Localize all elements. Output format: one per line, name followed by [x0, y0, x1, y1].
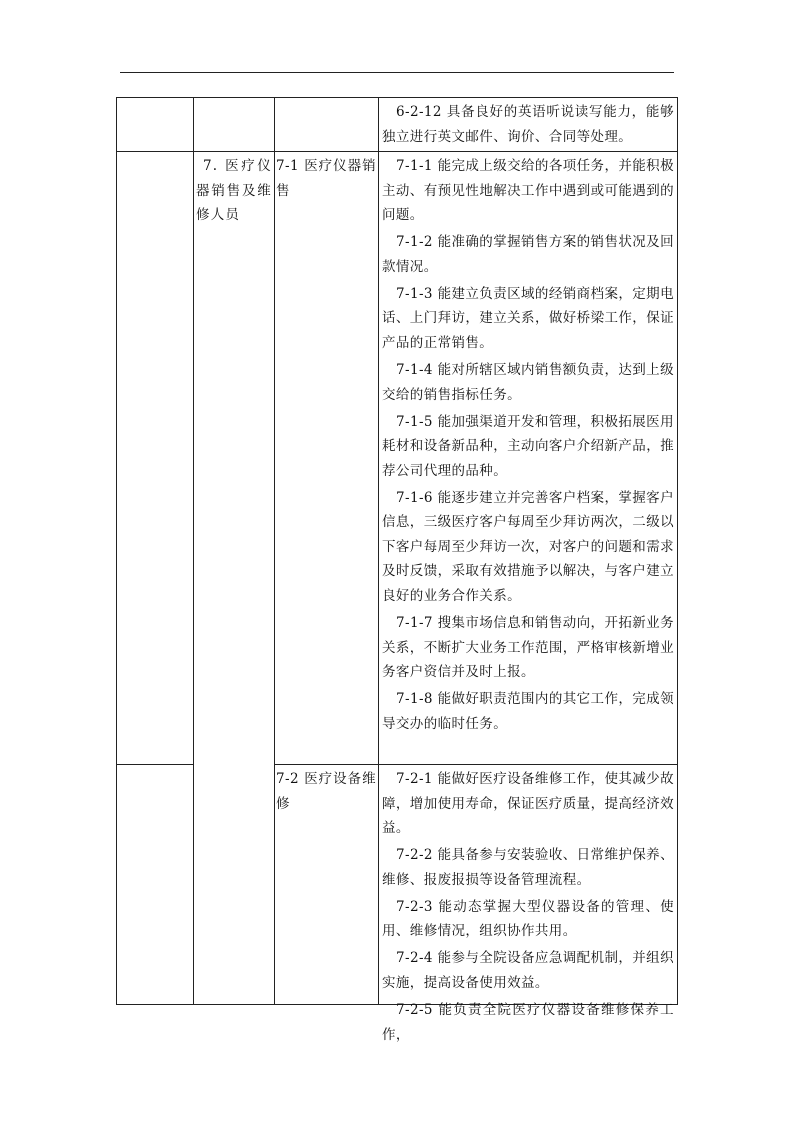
table-line	[116, 764, 193, 765]
role-cell	[196, 154, 272, 230]
ability-item: 7-1-7 搜集市场信息和销售动向，开拓新业务关系，不断扩大业务工作范围，严格审核新增业务客户资信并及时上报。	[382, 615, 674, 681]
ability-item: 7-2-3 能动态掌握大型仪器设备的管理、使用、维修情况，组织协作共用。	[382, 898, 674, 940]
sales-abilities-cell	[382, 154, 674, 739]
ability-item: 7-2-1 能做好医疗设备维修工作，使其减少故障，增加使用寿命，保证医疗质量，提高经济效益。	[382, 771, 674, 837]
ability-item: 7-1-3 能建立负责区域的经销商档案，定期电话、上门拜访，建立关系，做好桥梁工作，保证产品的正常销售。	[382, 285, 674, 351]
sub-role-repair-cell	[276, 767, 376, 819]
sub-role-sales-text: 7-1 医疗仪器销售	[276, 158, 376, 199]
ability-item: 7-1-1 能完成上级交给的各项任务，并能积极主动、有预见性地解决工作中遇到或可能遇到的问题。	[382, 158, 674, 224]
table-line	[274, 97, 275, 1005]
ability-item: 7-2-2 能具备参与安装验收、日常维护保养、维修、报废报损等设备管理流程。	[382, 847, 674, 888]
ability-item: 7-1-4 能对所辖区域内销售额负责，达到上级交给的销售指标任务。	[382, 361, 674, 403]
table-line	[378, 97, 379, 1005]
sub-role-sales-cell	[276, 154, 376, 206]
table-line	[274, 764, 678, 765]
repair-abilities-cell	[382, 767, 674, 1049]
role-text: 7. 医疗仪器销售及维修人员	[196, 158, 272, 224]
ability-cell-top	[382, 100, 674, 152]
ability-item: 7-1-6 能逐步建立并完善客户档案，掌握客户信息，三级医疗客户每周至少拜访两次，二级以下客户每周至少拜访一次，对客户的问题和需求及时反馈，采取有效措施予以解决，与客户建立良好的业务合作关系。	[382, 489, 674, 605]
sub-role-repair-text: 7-2 医疗设备维修	[276, 771, 376, 812]
table-line	[116, 97, 678, 98]
ability-text: 6-2-12 具备良好的英语听说读写能力，能够独立进行英文邮件、询价、合同等处理。	[382, 104, 674, 145]
ability-item: 7-1-2 能准确的掌握销售方案的销售状况及回款情况。	[382, 234, 674, 275]
ability-item: 7-1-8 能做好职责范围内的其它工作，完成领导交办的临时任务。	[382, 691, 674, 732]
ability-item: 7-2-4 能参与全院设备应急调配机制，并组织实施，提高设备使用效益。	[382, 950, 674, 991]
table-line	[193, 97, 194, 1005]
ability-item: 7-2-5 能负责全院医疗仪器设备维修保养工作，	[382, 1001, 674, 1043]
table-line	[677, 97, 678, 1005]
ability-item: 7-1-5 能加强渠道开发和管理，积极拓展医用耗材和设备新品种，主动向客户介绍新产品，推荐公司代理的品种。	[382, 413, 674, 479]
table-line	[116, 97, 117, 1005]
